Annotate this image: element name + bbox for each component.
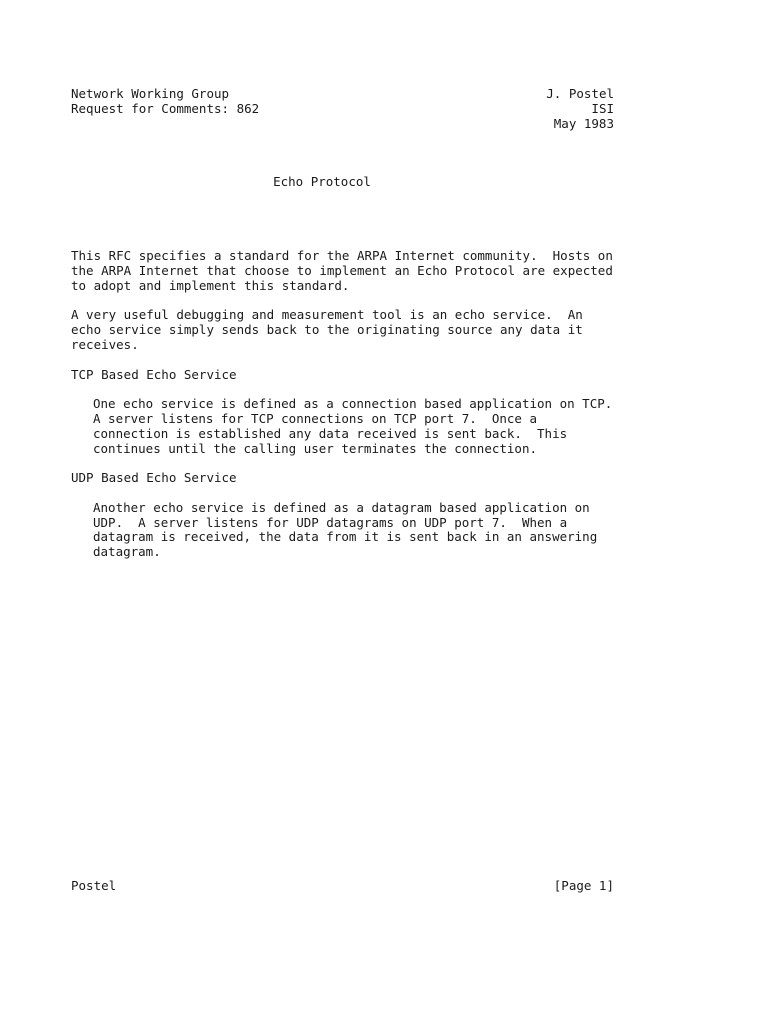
- page-number: [Page 1]: [553, 878, 614, 893]
- header-row-1: [71, 87, 614, 102]
- document-title: Echo Protocol: [273, 174, 371, 190]
- header-row-2: [71, 102, 614, 117]
- description-paragraph: A very useful debugging and measurement tool is an echo service. An echo service simply sends back to the originating source any data it receives.: [71, 307, 583, 352]
- tcp-section-heading: TCP Based Echo Service: [71, 366, 237, 382]
- tcp-section-text: One echo service is defined as a connection based application on TCP. A server listens for TCP connections on TCP port 7. Once a connection is established any data received is sent back. This continues until the calling user terminates the connection.: [93, 396, 613, 456]
- udp-section-text: Another echo service is defined as a datagram based application on UDP. A server listens for UDP datagrams on UDP port 7. When a datagram is received, the data from it is sent back in an answering datagram.: [93, 499, 598, 560]
- rfc-page: [71, 87, 614, 560]
- intro-paragraph: This RFC specifies a standard for the ARPA Internet community. Hosts on the ARPA Internet that choose to implement an Echo Protocol are expected to adopt and implement this standard.: [71, 248, 613, 293]
- rfc-number: Request for Comments: 862: [71, 100, 260, 116]
- page-footer: [71, 879, 614, 894]
- udp-section-heading: UDP Based Echo Service: [71, 470, 237, 486]
- working-group: Network Working Group: [71, 86, 230, 101]
- header-row-3: [71, 117, 614, 132]
- author-name: J. Postel: [546, 86, 614, 101]
- publication-date: May 1983: [553, 115, 614, 131]
- footer-author: Postel: [71, 878, 117, 893]
- author-org: ISI: [591, 100, 614, 116]
